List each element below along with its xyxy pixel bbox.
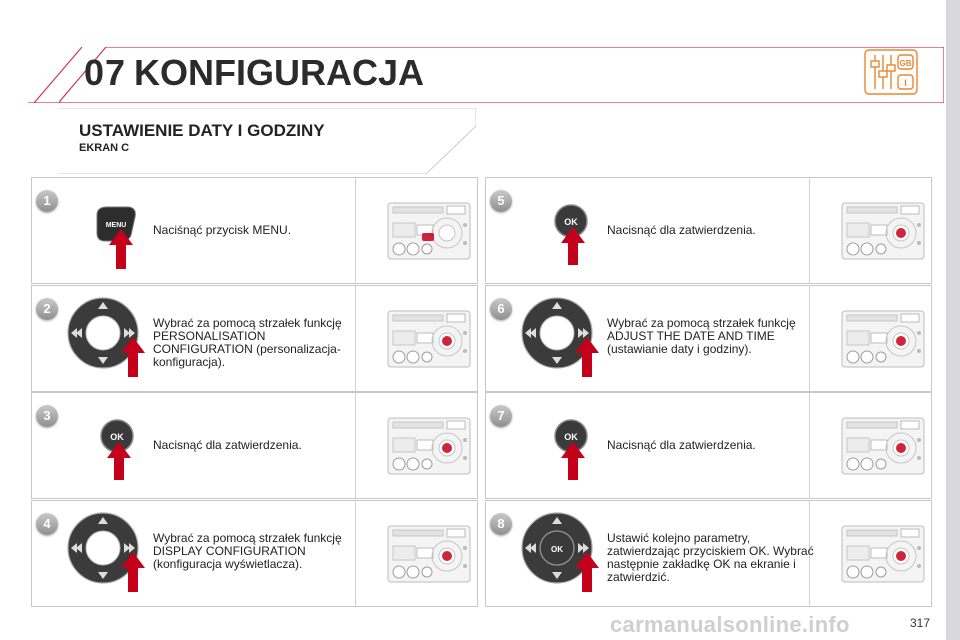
ok-button-illustration (547, 416, 607, 485)
step-number-badge: 3 (36, 405, 58, 427)
step-instruction: Wybrać za pomocą strzałek funkcję PERSONALISATION CONFIGURATION (personalizacja-konfiguracja). (153, 316, 342, 369)
section-title: USTAWIENIE DATY I GODZINY (79, 121, 325, 140)
radio-panel-illustration (841, 199, 925, 261)
menu-button-illustration (91, 205, 151, 274)
svg-text:MENU: MENU (105, 222, 127, 229)
ok-button-illustration (93, 416, 153, 485)
side-strip (946, 0, 960, 640)
step-number-badge: 4 (36, 513, 58, 535)
page-number: 317 (910, 616, 931, 630)
section-box (58, 108, 476, 174)
radio-panel-illustration (387, 414, 471, 476)
icon-label-bottom: I (904, 78, 907, 88)
section-subtitle: EKRAN C (79, 142, 130, 154)
step-instruction: Wybrać za pomocą strzałek funkcję DISPLAY CONFIGURATION (konfiguracja wyświetlacza). (153, 531, 342, 571)
step-number-badge: 8 (490, 513, 512, 535)
step-instruction: Nacisnąć dla zatwierdzenia. (153, 438, 302, 452)
step-number-badge: 6 (490, 298, 512, 320)
arrow-pad-illustration (517, 297, 607, 384)
configuration-icon (864, 49, 918, 95)
radio-panel-illustration (841, 307, 925, 369)
radio-panel-illustration (387, 307, 471, 369)
step-instruction: Ustawić kolejno parametry, zatwierdzając przyciskiem OK. Wybrać następnie zakładkę OK na ekranie i zatwierdzić. (607, 531, 814, 584)
radio-panel-illustration (387, 199, 471, 261)
icon-label-top: GB (899, 59, 912, 68)
arrow-pad-illustration (63, 512, 153, 599)
radio-panel-illustration (841, 414, 925, 476)
step-number-badge: 1 (36, 190, 58, 212)
svg-text:OK: OK (564, 432, 578, 442)
step-instruction: Wybrać za pomocą strzałek funkcję ADJUST THE DATE AND TIME (ustawianie daty i godziny). (607, 316, 796, 356)
svg-text:OK: OK (551, 545, 563, 554)
svg-text:OK: OK (564, 217, 578, 227)
chapter-title: KONFIGURACJA (134, 52, 425, 93)
step-instruction: Naciśnąć przycisk MENU. (153, 223, 292, 237)
arrow-pad-ok-illustration (517, 512, 607, 599)
step-instruction: Nacisnąć dla zatwierdzenia. (607, 223, 756, 237)
chapter-number: 07 (84, 52, 127, 93)
svg-text:OK: OK (110, 432, 124, 442)
step-number-badge: 2 (36, 298, 58, 320)
step-instruction: Nacisnąć dla zatwierdzenia. (607, 438, 756, 452)
arrow-pad-illustration (63, 297, 153, 384)
watermark: carmanualsonline.info (610, 612, 850, 637)
radio-panel-illustration (841, 522, 925, 584)
step-number-badge: 7 (490, 405, 512, 427)
radio-panel-illustration (387, 522, 471, 584)
step-number-badge: 5 (490, 190, 512, 212)
ok-button-illustration (547, 201, 607, 270)
